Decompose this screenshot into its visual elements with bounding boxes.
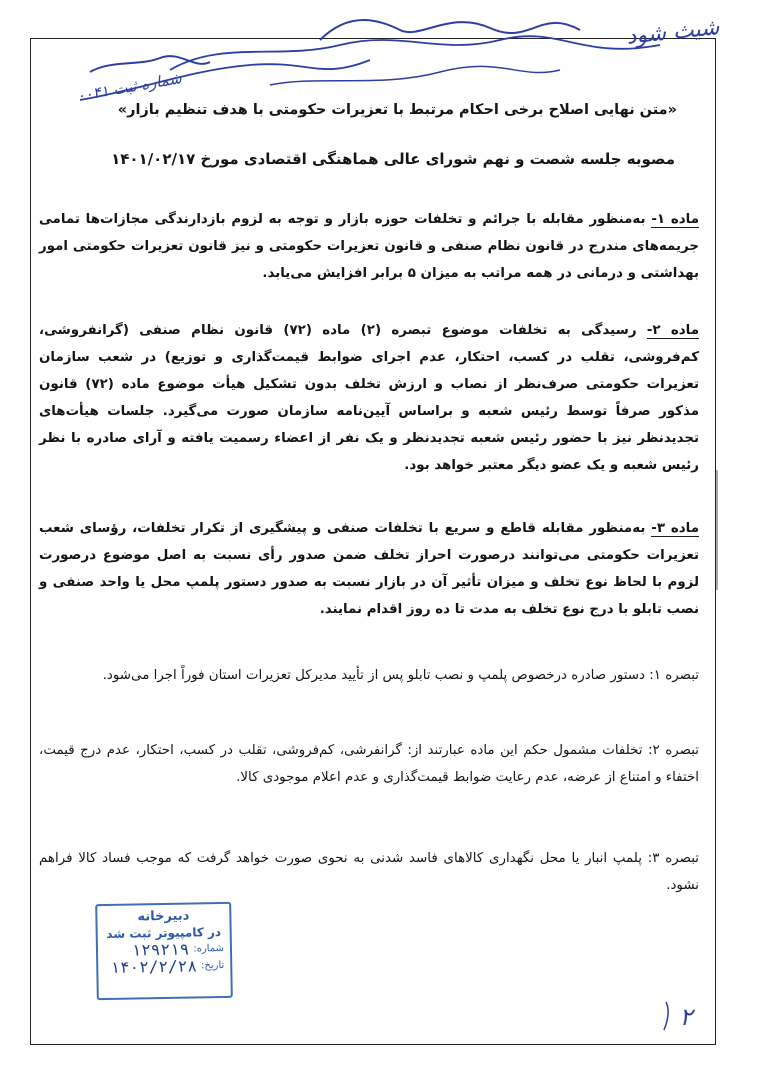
- page-number-text: ۲: [679, 1003, 693, 1031]
- article-label: ماده ۱-: [651, 212, 699, 227]
- document-subtitle: مصوبه جلسه شصت و نهم شورای عالی هماهنگی اقتصادی مورخ ۱۴۰۱/۰۲/۱۷: [111, 150, 675, 168]
- handwritten-signature: شماره ثبت ۰۰۴۱: [75, 68, 183, 106]
- article-text: به‌منظور مقابله با جرائم و تخلفات حوزه بازار و توجه به لزوم بازدارندگی مجازات‌ها تمامی جریمه‌های مندرج در قانون نظام صنفی و قانون تعزیرات حکومتی و نیز قانون تعزیرات حکومتی امور بهداشتی و درمانی در همه مراتب به میزان ۵ برابر افزایش می‌یابد.: [39, 212, 699, 281]
- stamp-date-row: [104, 957, 224, 976]
- article-label: ماده ۲-: [646, 323, 699, 338]
- article-1: [39, 206, 699, 287]
- article-text: به‌منظور مقابله قاطع و سریع با تخلفات صنفی و پیشگیری از تکرار تخلفات، رؤسای شعب تعزیرات حکومتی می‌توانند درصورت احراز تخلف ضمن صدور رأی نسبت به اصل موضوع درصورت لزوم با لحاظ نوع تخلف و میزان تأثیر آن در بازار نسبت به صدور دستور پلمپ محل یا واحد صنفی و نصب تابلو با درج نوع تخلف به مدت تا ده روز اقدام نمایند.: [39, 521, 699, 617]
- note-2: تبصره ۲: تخلفات مشمول حکم این ماده عبارتند از: گرانفرشی، کم‌فروشی، تقلب در کسب، احتکار، عدم درج قیمت، اختفاء و امتناع از عرضه، عدم رعایت ضوابط قیمت‌گذاری و عدم اعلام موجودی کالا.: [39, 743, 699, 785]
- stamp-date-value: ۱۴۰۲/۲/۲۸: [110, 956, 198, 977]
- stamp-number-value: ۱۲۹۲۱۹: [131, 939, 190, 960]
- article-label: ماده ۳-: [651, 521, 699, 536]
- document-title: «متن نهایی اصلاح برخی احکام مرتبط با تعزیرات حکومتی با هدف تنظیم بازار»: [117, 102, 677, 118]
- stamp-title: دبیرخانه: [137, 908, 190, 925]
- article-3: [39, 515, 699, 623]
- registration-stamp: [95, 902, 233, 1000]
- article-text: رسیدگی به تخلفات موضوع تبصره (۲) ماده (۷۲) قانون نظام صنفی (گرانفروشی، کم‌فروشی، تقلب در کسب، احتکار، عدم اجرای ضوابط قیمت‌گذاری و توزیع) در شعب سازمان تعزیرات حکومتی صرف‌نظر از نصاب و ارزش تخلف بدون تشکیل هیأت موضوع ماده (۷۲) قانون مذکور صرفاً توسط رئیس شعبه و براساس آیین‌نامه سازمان صورت می‌گیرد. جلسات هیأت‌های تجدیدنظر نیز با حضور رئیس شعبه تجدیدنظر و یک نفر از اعضاء رسمیت یافته و آرای صادره با نظر رئیس شعبه و یک عضو دیگر معتبر خواهد بود.: [39, 323, 699, 473]
- stamp-number-label: شماره:: [193, 942, 225, 955]
- note-1: تبصره ۱: دستور صادره درخصوص پلمپ و نصب تابلو پس از تأیید مدیرکل تعزیرات استان فوراً اجرا می‌شود.: [102, 668, 699, 683]
- handwritten-note: شیث شود: [625, 15, 721, 50]
- stamp-subtitle: در کامپیوتر ثبت شد: [106, 925, 222, 942]
- stamp-date-label: تاریخ:: [200, 959, 225, 972]
- note-3: تبصره ۳: پلمپ انبار یا محل نگهداری کالاهای فاسد شدنی به نحوی صورت خواهد گرفت که موجب فساد کالا فراهم نشود.: [39, 851, 699, 893]
- margin-mark: [716, 470, 718, 590]
- article-2: [39, 317, 699, 479]
- page-number: [656, 990, 716, 1040]
